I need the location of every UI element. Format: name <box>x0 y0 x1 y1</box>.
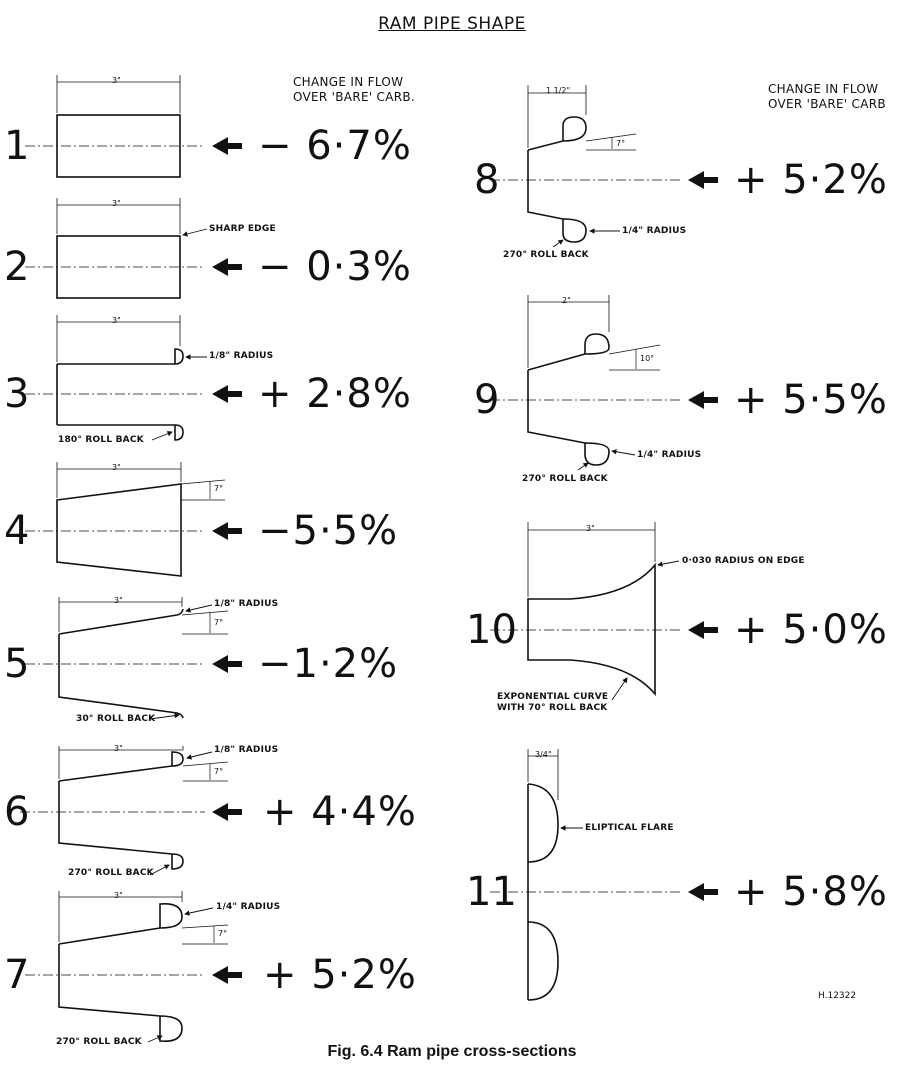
annotation: 1/4" RADIUS <box>622 226 687 236</box>
annotation: 0·030 RADIUS ON EDGE <box>682 556 805 566</box>
annotation: 1/8" RADIUS <box>209 351 274 361</box>
annotation: 1/8" RADIUS <box>214 599 279 609</box>
pipe-3-shape <box>25 315 207 440</box>
pipe-8-shape <box>490 85 680 247</box>
flow-change-value: + 5·5% <box>734 377 888 423</box>
arrow-5 <box>212 655 242 673</box>
width-label: 3/4" <box>535 750 552 759</box>
arrow-9 <box>688 391 718 409</box>
flow-change-value: + 5·0% <box>734 607 888 653</box>
angle-label: 7° <box>214 484 224 493</box>
drawing-code: H.12322 <box>818 991 857 1001</box>
width-label: 3" <box>114 744 123 753</box>
annotation: WITH 70° ROLL BACK <box>497 703 608 713</box>
pipe-number: 4 <box>4 508 30 554</box>
flow-change-value: − 6·7% <box>258 123 412 169</box>
width-label: 3" <box>114 596 123 605</box>
pipe-number: 10 <box>466 607 517 653</box>
angle-label: 7° <box>214 618 224 627</box>
angle-label: 10° <box>640 354 655 363</box>
annotation: 270° ROLL BACK <box>522 474 608 484</box>
pipe-number: 2 <box>4 244 30 290</box>
width-label: 1 1/2" <box>546 86 571 95</box>
width-label: 3" <box>586 524 595 533</box>
arrow-1 <box>212 137 242 155</box>
width-label: 3" <box>112 463 121 472</box>
pipe-number: 9 <box>474 377 500 423</box>
arrow-8 <box>688 171 718 189</box>
pipe-number: 5 <box>4 641 30 687</box>
annotation: 270° ROLL BACK <box>56 1037 142 1047</box>
pipe-11-shape <box>490 749 680 1000</box>
arrow-4 <box>212 522 242 540</box>
annotation: 1/4" RADIUS <box>637 450 702 460</box>
flow-change-value: + 4·4% <box>263 789 417 835</box>
flow-change-value: + 5·2% <box>734 157 888 203</box>
pipe-number: 1 <box>4 123 30 169</box>
width-label: 3" <box>112 316 121 325</box>
annotation: ELIPTICAL FLARE <box>585 823 674 833</box>
annotation: 270° ROLL BACK <box>503 250 589 260</box>
arrow-11 <box>688 883 718 901</box>
annotation: SHARP EDGE <box>209 224 276 234</box>
pipe-5-shape <box>25 597 228 719</box>
annotation: EXPONENTIAL CURVE <box>497 692 609 702</box>
pipe-9-shape <box>490 295 680 470</box>
flow-change-value: −1·2% <box>258 641 399 687</box>
flow-change-value: + 5·8% <box>734 869 888 915</box>
pipe-number: 6 <box>4 789 30 835</box>
width-label: 2" <box>562 296 571 305</box>
flow-change-value: + 5·2% <box>263 952 417 998</box>
pipe-2-shape <box>25 198 207 298</box>
flow-change-value: + 2·8% <box>258 371 412 417</box>
annotation: 180° ROLL BACK <box>58 435 144 445</box>
diagram-title: RAM PIPE SHAPE <box>378 14 526 34</box>
arrow-6 <box>212 803 242 821</box>
arrow-3 <box>212 385 242 403</box>
annotation: 30° ROLL BACK <box>76 714 156 724</box>
pipe-7-shape <box>25 891 228 1042</box>
pipe-4-shape <box>25 462 225 576</box>
angle-label: 7° <box>214 767 224 776</box>
pipe-6-shape <box>20 746 228 875</box>
arrow-7 <box>212 966 242 984</box>
header-left: CHANGE IN FLOW OVER 'BARE' CARB. <box>293 75 416 104</box>
width-label: 3" <box>112 76 121 85</box>
header-right: CHANGE IN FLOW OVER 'BARE' CARB <box>768 82 886 111</box>
figure-caption: Fig. 6.4 Ram pipe cross-sections <box>327 1043 577 1060</box>
arrow-2 <box>212 258 242 276</box>
angle-label: 7° <box>218 929 228 938</box>
pipe-10-shape <box>490 522 680 700</box>
annotation: 1/8" RADIUS <box>214 745 279 755</box>
pipe-number: 3 <box>4 371 30 417</box>
pipe-1-shape <box>25 75 205 177</box>
angle-label: 7° <box>616 139 626 148</box>
flow-change-value: −5·5% <box>258 508 399 554</box>
flow-change-value: − 0·3% <box>258 244 412 290</box>
pipe-number: 8 <box>474 157 500 203</box>
pipe-number: 11 <box>466 869 517 915</box>
width-label: 3" <box>112 199 121 208</box>
annotation: 270° ROLL BACK <box>68 868 154 878</box>
width-label: 3" <box>114 891 123 900</box>
pipe-number: 7 <box>4 952 30 998</box>
annotation: 1/4" RADIUS <box>216 902 281 912</box>
arrow-10 <box>688 621 718 639</box>
